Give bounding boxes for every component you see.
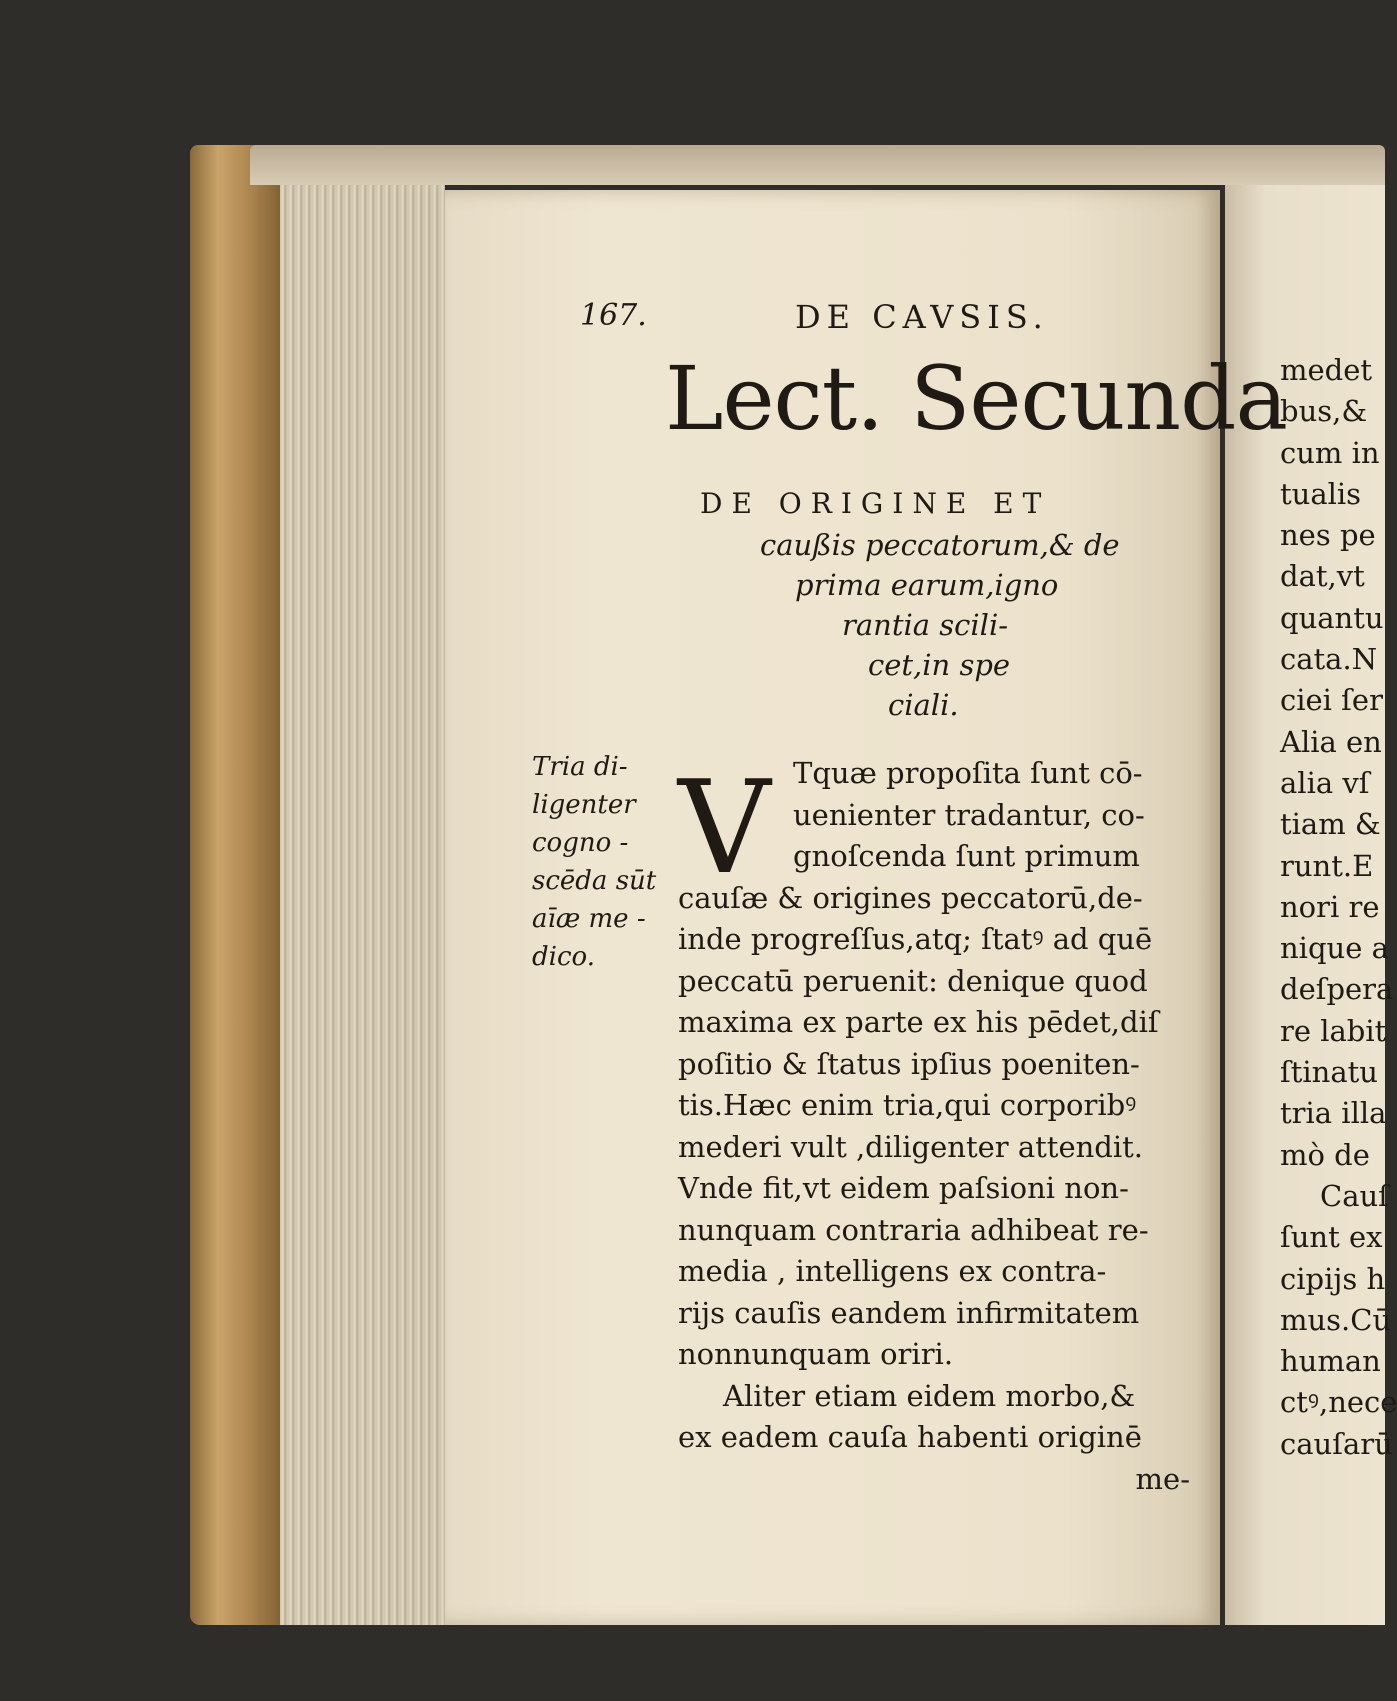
right-page-line: cata.N: [1280, 642, 1378, 677]
right-page-line: cipijs h: [1280, 1261, 1386, 1296]
right-page-line: nes pe: [1280, 518, 1376, 553]
right-page-line: cum in: [1280, 435, 1380, 470]
right-page-line: ciei ſer: [1280, 683, 1383, 718]
right-page-line: nique a: [1280, 931, 1389, 966]
margin-note-line: scēda sūt: [532, 866, 657, 896]
right-page-line: tiam &: [1280, 807, 1381, 842]
right-page-line: ſtinatu: [1280, 1055, 1378, 1090]
margin-note-line: cogno -: [532, 828, 629, 858]
subtitle-line: cet,in spe: [868, 648, 1011, 682]
body-line: rijs cauſis eandem infirmitatem: [678, 1295, 1140, 1330]
right-page-line: re labit: [1280, 1013, 1387, 1048]
right-page-line: human: [1280, 1344, 1381, 1379]
right-page-line: ſunt ex: [1280, 1220, 1383, 1255]
catchword: me-: [1135, 1461, 1190, 1496]
margin-note-line: dico.: [532, 942, 595, 972]
right-page-line: mus.Cū: [1280, 1302, 1392, 1337]
right-page-text: [1280, 350, 1397, 1465]
body-line: Aliter etiam eidem morbo,&: [723, 1378, 1136, 1413]
book-cover-edge: [190, 145, 285, 1625]
right-page-line: medet: [1280, 353, 1373, 387]
right-page-line: cauſarū: [1280, 1426, 1393, 1461]
margin-note-line: aīæ me -: [532, 904, 646, 934]
right-page-line: ctꝰ,nece: [1280, 1385, 1397, 1420]
body-line: poſitio & ſtatus ipſius poeniten-: [678, 1046, 1140, 1081]
right-page-line: deſpera: [1280, 972, 1394, 1007]
right-page-line: mò de: [1280, 1137, 1370, 1172]
body-line: ex eadem cauſa habenti originē: [678, 1420, 1142, 1454]
subtitle-line: prima earum,igno: [795, 568, 1059, 602]
margin-note-line: ligenter: [532, 790, 636, 820]
body-line: uenienter tradantur, co-: [793, 797, 1145, 832]
body-line: nunquam contraria adhibeat re-: [678, 1212, 1149, 1247]
right-page-line: quantu: [1280, 600, 1384, 635]
body-line: nonnunquam oriri.: [678, 1337, 954, 1371]
body-line: gnoſcenda ſunt primum: [793, 839, 1140, 873]
right-page-line: alia vſ: [1280, 765, 1370, 800]
subtitle-caps: DE ORIGINE ET: [700, 487, 1051, 520]
body-text: [678, 753, 1190, 1500]
body-line: Tquæ propoſita ſunt cō-: [793, 756, 1143, 790]
right-page-line: bus,&: [1280, 394, 1368, 429]
body-line: maxima ex parte ex his pēdet,diſ: [678, 1005, 1159, 1039]
body-line: Vnde fit,vt eidem paſsioni non-: [678, 1171, 1129, 1205]
body-line: peccatū peruenit: denique quod: [678, 963, 1148, 998]
margin-note-line: Tria di-: [532, 752, 628, 782]
running-head: DE CAVSIS.: [795, 298, 1049, 336]
right-page-line: Alia en: [1280, 724, 1382, 759]
right-page-line: nori re: [1280, 889, 1380, 924]
right-page-line: runt.E: [1280, 848, 1374, 883]
body-line: media , intelligens ex contra-: [678, 1254, 1107, 1288]
lecture-title: Lect. Secunda: [665, 347, 1287, 450]
right-page-line: dat,vt: [1280, 559, 1365, 594]
subtitle-line: ciali.: [888, 688, 959, 722]
right-page-line: tualis: [1280, 476, 1362, 511]
page-number: 167.: [580, 298, 647, 333]
body-line: cauſæ & origines peccatorū,de-: [678, 880, 1143, 915]
subtitle-line: caußis peccatorum,& de: [760, 528, 1120, 562]
book-top-edge: [250, 145, 1385, 185]
body-line: tis.Hæc enim tria,qui corporibꝰ: [678, 1088, 1137, 1122]
page-stack: [280, 185, 445, 1625]
margin-note: [532, 748, 657, 976]
body-line: inde progreſſus,atq; ſtatꝰ ad quē: [678, 922, 1153, 956]
drop-cap: V: [678, 754, 771, 903]
right-page-line: tria illa: [1280, 1096, 1387, 1131]
subtitle-italic: [700, 525, 1180, 725]
body-line: mederi vult ,diligenter attendit.: [678, 1129, 1144, 1164]
subtitle-line: rantia scili-: [842, 608, 1009, 642]
right-page-line: Cauſ: [1320, 1178, 1389, 1213]
